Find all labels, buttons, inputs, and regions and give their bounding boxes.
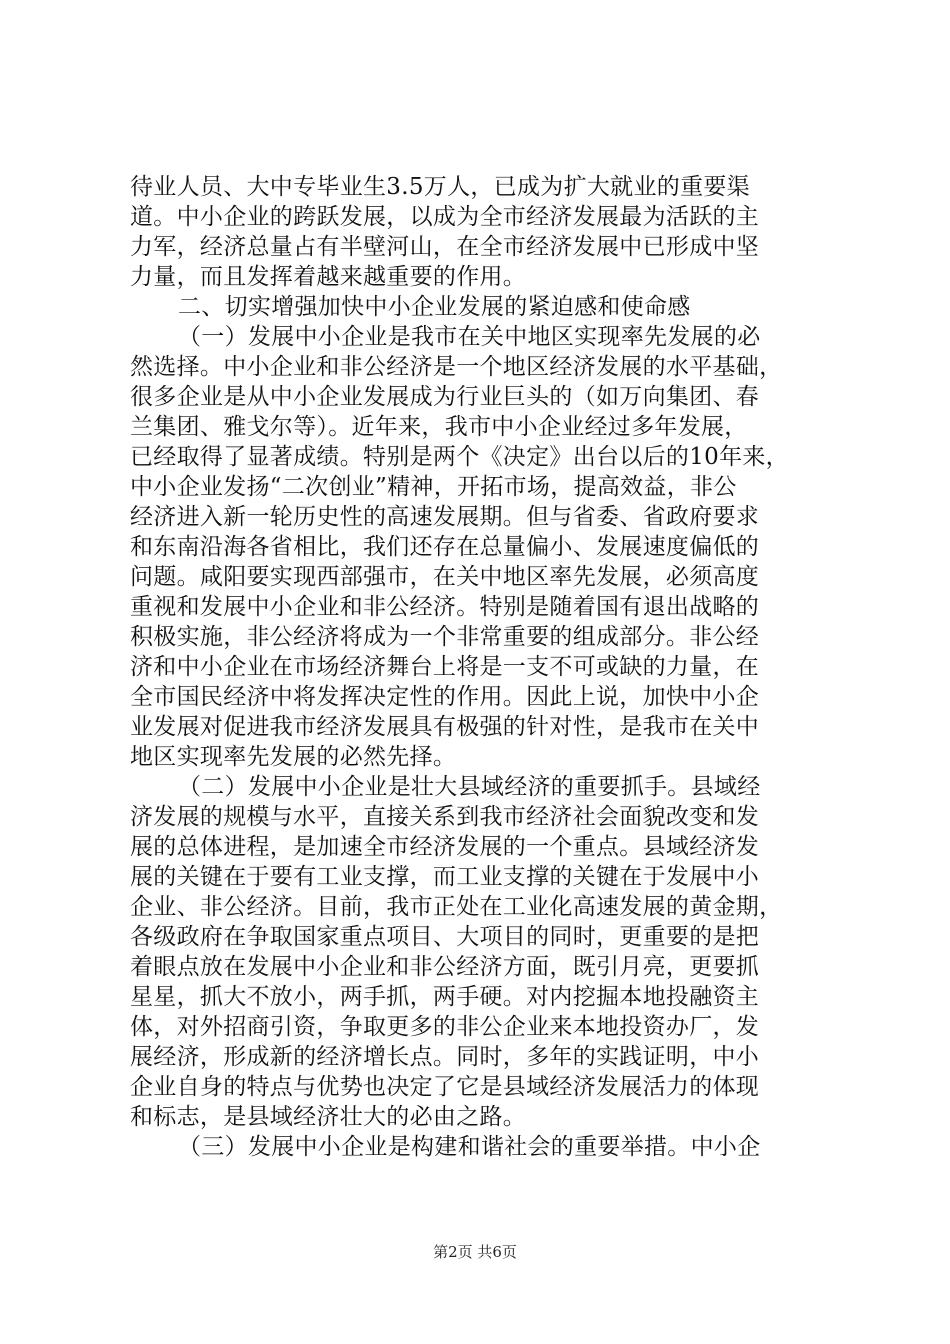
paragraph-first-line: （一）发展中小企业是我市在关中地区实现率先发展的必 [178, 324, 761, 350]
text-line: 着眼点放在发展中小企业和非公经济方面，既引月亮，更要抓 [130, 954, 760, 980]
text-line: 体，对外招商引资，争取更多的非公企业来本地投资办厂，发 [130, 1014, 760, 1040]
text-line: 全市国民经济中将发挥决定性的作用。因此上说，加快中小企 [130, 684, 760, 710]
text-line: 济发展的规模与水平，直接关系到我市经济社会面貌改变和发 [130, 804, 760, 830]
text-line: 道。中小企业的跨跃发展，以成为全市经济发展最为活跃的主 [130, 204, 760, 230]
text-line: 待业人员、大中专毕业生3.5万人，已成为扩大就业的重要渠 [130, 174, 750, 200]
text-line: 兰集团、雅戈尔等）。近年来，我市中小企业经过多年发展， [130, 414, 748, 440]
paragraph-first-line: （三）发展中小企业是构建和谐社会的重要举措。中小企 [178, 1134, 761, 1160]
text-line: 和东南沿海各省相比，我们还存在总量偏小、发展速度偏低的 [130, 534, 760, 560]
text-line: 中小企业发扬“二次创业”精神，开拓市场，提高效益，非公 [130, 474, 737, 500]
text-line: 很多企业是从中小企业发展成为行业巨头的（如万向集团、春 [130, 384, 760, 410]
text-line: 地区实现率先发展的必然先择。 [130, 744, 457, 770]
section-heading: 二、切实增强加快中小企业发展的紧迫感和使命感 [178, 294, 691, 320]
text-line: 济和中小企业在市场经济舞台上将是一支不可或缺的力量，在 [130, 654, 760, 680]
text-line: 展的关键在于要有工业支撑，而工业支撑的关键在于发展中小 [130, 864, 760, 890]
text-line: 然选择。中小企业和非公经济是一个地区经济发展的水平基础， [130, 354, 783, 380]
text-line: 企业、非公经济。目前，我市正处在工业化高速发展的黄金期， [130, 894, 783, 920]
text-line: 经济进入新一轮历史性的高速发展期。但与省委、省政府要求 [130, 504, 760, 530]
text-line: 星星，抓大不放小，两手抓，两手硬。对内挖掘本地投融资主 [130, 984, 760, 1010]
text-line: 和标志，是县域经济壮大的必由之路。 [130, 1104, 527, 1130]
text-line: 已经取得了显著成绩。特别是两个《决定》出台以后的10年来， [130, 444, 789, 470]
page-number-footer: 第2页 共6页 [433, 1243, 517, 1261]
text-line: 各级政府在争取国家重点项目、大项目的同时，更重要的是把 [130, 924, 760, 950]
text-line: 重视和发展中小企业和非公经济。特别是随着国有退出战略的 [130, 594, 760, 620]
document-body [130, 172, 830, 1162]
text-line: 力军，经济总量占有半壁河山，在全市经济发展中已形成中坚 [130, 234, 760, 260]
text-line: 积极实施，非公经济将成为一个非常重要的组成部分。非公经 [130, 624, 760, 650]
text-line: 问题。咸阳要实现西部强市，在关中地区率先发展，必须高度 [130, 564, 760, 590]
text-line: 展经济，形成新的经济增长点。同时，多年的实践证明，中小 [130, 1044, 760, 1070]
paragraph-first-line: （二）发展中小企业是壮大县域经济的重要抓手。县域经 [178, 774, 761, 800]
text-line: 力量，而且发挥着越来越重要的作用。 [130, 264, 527, 290]
text-line: 业发展对促进我市经济发展具有极强的针对性，是我市在关中 [130, 714, 760, 740]
text-line: 展的总体进程，是加速全市经济发展的一个重点。县域经济发 [130, 834, 760, 860]
text-line: 企业自身的特点与优势也决定了它是县域经济发展活力的体现 [130, 1074, 760, 1100]
